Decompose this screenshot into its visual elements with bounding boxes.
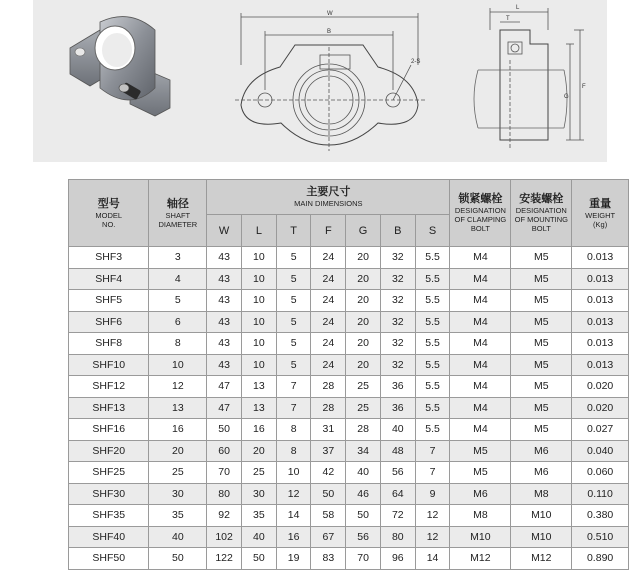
table-cell: 50 [311,483,346,505]
table-cell: 20 [346,247,381,269]
table-cell: 32 [380,290,415,312]
table-cell: 0.040 [572,440,629,462]
table-row [69,290,629,312]
table-cell: 5.5 [415,419,450,441]
table-cell: 0.060 [572,462,629,484]
table-cell: 43 [207,333,242,355]
table-cell: 10 [149,354,207,376]
table-cell: 6 [149,311,207,333]
table-cell: 10 [242,333,277,355]
table-cell: 60 [207,440,242,462]
table-cell: 7 [276,397,311,419]
main-dimensions-header: 主要尺寸 MAIN DIMENSIONS [207,180,450,215]
table-row [69,548,629,570]
table-cell: 70 [346,548,381,570]
table-cell: 50 [149,548,207,570]
table-cell: 43 [207,311,242,333]
table-cell: 25 [242,462,277,484]
table-cell: 5.5 [415,247,450,269]
table-cell: 10 [276,462,311,484]
side-f-label: F [582,84,586,90]
table-cell: SHF40 [69,526,149,548]
table-cell: 14 [415,548,450,570]
table-cell: 24 [311,268,346,290]
table-cell: 25 [149,462,207,484]
table-cell: 32 [380,311,415,333]
table-cell: 36 [380,376,415,398]
table-row [69,462,629,484]
shaft-header: 轴径 SHAFT DIAMETER [149,180,207,247]
table-cell: 10 [242,311,277,333]
table-row [69,526,629,548]
table-cell: 0.890 [572,548,629,570]
front-view-drawing [235,5,425,153]
table-cell: 34 [346,440,381,462]
table-cell: M6 [511,440,572,462]
table-row [69,505,629,527]
table-cell: 5.5 [415,290,450,312]
table-cell: 80 [207,483,242,505]
table-cell: 5.5 [415,333,450,355]
side-l-label: L [516,5,520,11]
table-cell: 0.013 [572,333,629,355]
table-cell: 31 [311,419,346,441]
table-cell: SHF5 [69,290,149,312]
table-cell: 43 [207,247,242,269]
table-cell: 12 [415,505,450,527]
table-cell: SHF25 [69,462,149,484]
table-cell: SHF20 [69,440,149,462]
table-cell: 48 [380,440,415,462]
table-cell: 42 [311,462,346,484]
table-cell: 47 [207,376,242,398]
table-cell: 0.020 [572,397,629,419]
table-cell: 5 [276,290,311,312]
table-cell: 24 [311,290,346,312]
dim-g-header: G [346,215,381,247]
table-cell: M10 [511,505,572,527]
table-cell: 28 [346,419,381,441]
table-cell: 46 [346,483,381,505]
table-cell: M4 [450,354,511,376]
table-cell: 20 [346,354,381,376]
table-cell: M4 [450,311,511,333]
table-cell: 43 [207,290,242,312]
table-cell: 7 [415,440,450,462]
side-g-label: G [564,94,569,100]
table-cell: 5.5 [415,376,450,398]
clamping-bolt-header: 锁紧螺栓 DESIGNATION OF CLAMPING BOLT [450,180,511,247]
table-cell: 50 [346,505,381,527]
table-cell: 10 [242,268,277,290]
table-cell: 0.027 [572,419,629,441]
table-cell: 12 [276,483,311,505]
table-cell: 10 [242,290,277,312]
table-cell: 32 [380,247,415,269]
table-cell: 5 [276,311,311,333]
table-cell: M5 [511,333,572,355]
table-row [69,268,629,290]
table-cell: 10 [242,354,277,376]
table-cell: 5 [276,268,311,290]
table-cell: 20 [346,290,381,312]
table-cell: 40 [346,462,381,484]
table-cell: 50 [207,419,242,441]
table-cell: 8 [276,440,311,462]
table-cell: 24 [311,333,346,355]
table-cell: 7 [415,462,450,484]
table-cell: 20 [346,311,381,333]
table-cell: 0.510 [572,526,629,548]
side-t-label: T [506,16,510,22]
table-cell: SHF3 [69,247,149,269]
table-cell: 67 [311,526,346,548]
table-cell: M10 [450,526,511,548]
table-cell: SHF12 [69,376,149,398]
table-cell: M4 [450,290,511,312]
table-cell: 50 [242,548,277,570]
table-row [69,311,629,333]
table-row [69,247,629,269]
table-cell: M5 [511,247,572,269]
table-cell: 0.013 [572,311,629,333]
table-cell: 40 [380,419,415,441]
table-cell: 5 [276,247,311,269]
table-cell: M4 [450,268,511,290]
table-cell: SHF30 [69,483,149,505]
table-cell: M8 [450,505,511,527]
table-cell: 16 [276,526,311,548]
front-w-label: W [327,11,333,17]
table-cell: 12 [415,526,450,548]
table-row [69,376,629,398]
table-cell: M5 [450,440,511,462]
table-cell: 10 [242,247,277,269]
table-cell: 32 [380,268,415,290]
side-view-drawing [470,0,590,158]
table-cell: 102 [207,526,242,548]
table-cell: 70 [207,462,242,484]
table-cell: SHF16 [69,419,149,441]
table-cell: M4 [450,397,511,419]
table-cell: M5 [450,462,511,484]
table-cell: 13 [149,397,207,419]
dim-s-header: S [415,215,450,247]
table-cell: 28 [311,376,346,398]
table-cell: 13 [242,376,277,398]
table-cell: 92 [207,505,242,527]
table-cell: M4 [450,376,511,398]
table-cell: 0.110 [572,483,629,505]
table-cell: 20 [346,333,381,355]
table-cell: 24 [311,311,346,333]
dim-w-header: W [207,215,242,247]
table-cell: 9 [415,483,450,505]
table-cell: 5.5 [415,397,450,419]
table-cell: 43 [207,268,242,290]
table-cell: 20 [242,440,277,462]
table-cell: 24 [311,247,346,269]
table-cell: 40 [242,526,277,548]
table-cell: M4 [450,419,511,441]
table-cell: M5 [511,376,572,398]
table-cell: 5 [276,354,311,376]
table-cell: 83 [311,548,346,570]
table-cell: 32 [380,354,415,376]
table-cell: M5 [511,419,572,441]
table-cell: M5 [511,268,572,290]
table-cell: M5 [511,354,572,376]
product-render [60,8,190,118]
table-cell: SHF8 [69,333,149,355]
table-cell: SHF35 [69,505,149,527]
table-cell: 72 [380,505,415,527]
table-cell: 80 [380,526,415,548]
table-cell: M5 [511,311,572,333]
table-row [69,354,629,376]
dim-b-header: B [380,215,415,247]
table-cell: 30 [149,483,207,505]
table-cell: 14 [276,505,311,527]
table-cell: SHF50 [69,548,149,570]
specification-table [68,179,629,570]
table-cell: 5.5 [415,268,450,290]
table-cell: SHF10 [69,354,149,376]
table-cell: SHF13 [69,397,149,419]
table-cell: 47 [207,397,242,419]
table-cell: 0.020 [572,376,629,398]
table-cell: M5 [511,397,572,419]
table-cell: 0.013 [572,354,629,376]
table-cell: 12 [149,376,207,398]
table-cell: 32 [380,333,415,355]
table-cell: M12 [511,548,572,570]
front-b-label: B [327,29,332,35]
table-cell: M12 [450,548,511,570]
table-cell: M10 [511,526,572,548]
table-row [69,440,629,462]
table-cell: 24 [311,354,346,376]
table-cell: 35 [242,505,277,527]
table-cell: SHF6 [69,311,149,333]
table-cell: 56 [346,526,381,548]
table-row [69,333,629,355]
weight-header: 重量 WEIGHT (Kg) [572,180,629,247]
table-row [69,397,629,419]
table-cell: 35 [149,505,207,527]
dim-f-header: F [311,215,346,247]
table-cell: M8 [511,483,572,505]
dim-l-header: L [242,215,277,247]
table-cell: 16 [149,419,207,441]
table-cell: SHF4 [69,268,149,290]
table-row [69,419,629,441]
table-cell: 0.013 [572,268,629,290]
table-cell: 0.013 [572,247,629,269]
table-cell: 0.380 [572,505,629,527]
table-row [69,483,629,505]
table-cell: 5 [149,290,207,312]
table-cell: 37 [311,440,346,462]
table-cell: 20 [346,268,381,290]
table-cell: 19 [276,548,311,570]
table-cell: 40 [149,526,207,548]
table-cell: 56 [380,462,415,484]
table-cell: 3 [149,247,207,269]
table-cell: 25 [346,376,381,398]
table-cell: 0.013 [572,290,629,312]
front-hole-label: 2-S [411,59,421,65]
table-cell: 20 [149,440,207,462]
table-cell: 8 [149,333,207,355]
table-cell: 96 [380,548,415,570]
table-cell: M6 [511,462,572,484]
dim-t-header: T [276,215,311,247]
mounting-bolt-header: 安装螺栓 DESIGNATION OF MOUNTING BOLT [511,180,572,247]
table-cell: 43 [207,354,242,376]
table-cell: M6 [450,483,511,505]
model-header: 型号 MODEL NO. [69,180,149,247]
table-cell: 64 [380,483,415,505]
table-cell: M4 [450,247,511,269]
table-cell: 28 [311,397,346,419]
table-cell: M4 [450,333,511,355]
table-cell: 4 [149,268,207,290]
table-cell: 58 [311,505,346,527]
table-cell: 25 [346,397,381,419]
table-cell: 5.5 [415,354,450,376]
table-cell: 122 [207,548,242,570]
table-cell: 30 [242,483,277,505]
table-body [69,247,629,570]
table-cell: 13 [242,397,277,419]
table-cell: 36 [380,397,415,419]
table-cell: M5 [511,290,572,312]
table-cell: 16 [242,419,277,441]
table-cell: 8 [276,419,311,441]
table-cell: 7 [276,376,311,398]
table-cell: 5.5 [415,311,450,333]
table-cell: 5 [276,333,311,355]
